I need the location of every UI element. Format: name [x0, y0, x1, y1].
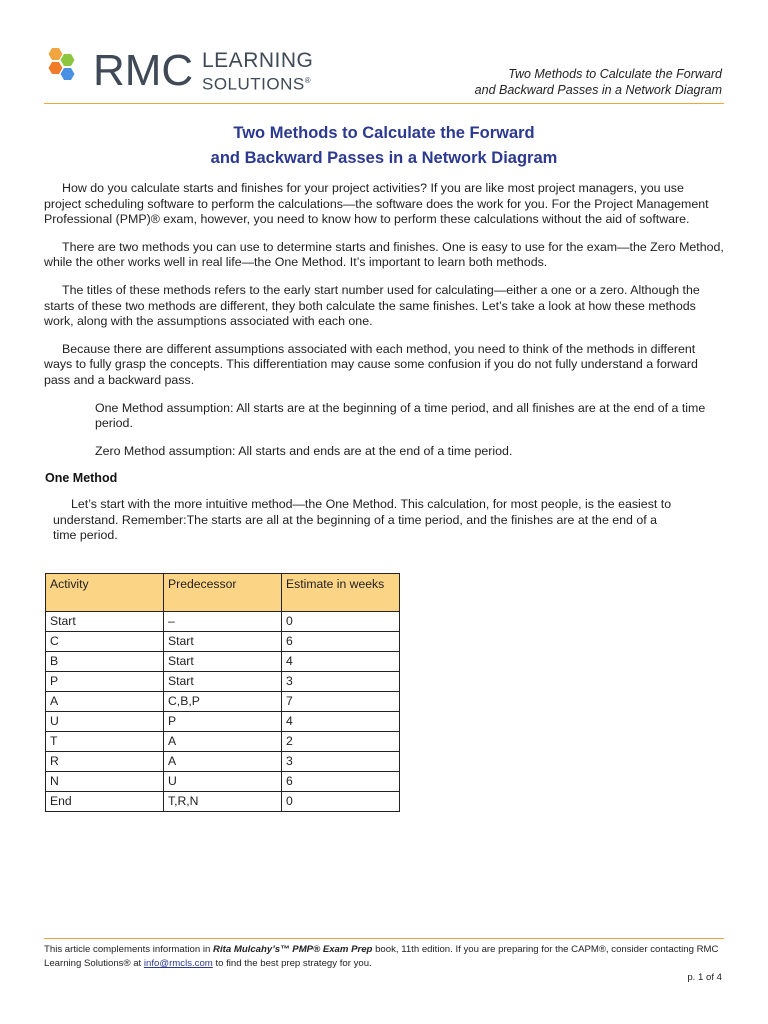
table-row: [46, 692, 400, 712]
table-row: [46, 652, 400, 672]
table-cell: A: [164, 752, 282, 772]
table-cell: 0: [282, 612, 400, 632]
page-number: p. 1 of 4: [687, 972, 722, 983]
table-cell: 6: [282, 772, 400, 792]
table-cell: T,R,N: [164, 792, 282, 812]
brand-solutions: SOLUTIONS®: [202, 74, 312, 94]
table-cell: 6: [282, 632, 400, 652]
table-cell: N: [46, 772, 164, 792]
table-cell: 3: [282, 672, 400, 692]
footer-note: This article complements information in Rita Mulcahy’s™ PMP® Exam Prep book, 11th edition. If you are preparing for the CAPM®, consider contacting RMC Learning Solutions® at info@rmcls.com to find the best prep strategy for you.: [44, 944, 719, 969]
table-row: [46, 612, 400, 632]
rmc-logo: [44, 46, 344, 96]
table-cell: 4: [282, 712, 400, 732]
table-row: [46, 632, 400, 652]
section-paragraph: Let’s start with the more intuitive method—the One Method. This calculation, for most people, is the easiest to understand. Remember:The starts are all at the beginning of a time period, and the finishes are at the end of a time period.: [53, 496, 672, 543]
document-title: Two Methods to Calculate the Forward and Backward Passes in a Network Diagram: [210, 124, 558, 167]
one-method-assumption: One Method assumption: All starts are at the beginning of a time period, and all finishes are at the end of a time period.: [95, 400, 706, 431]
body-paragraph: Because there are different assumptions associated with each method, you need to think of the methods in different ways to fully grasp the concepts. This differentiation may cause some confusion if you do not fully understand a forward pass and a backward pass.: [44, 341, 698, 387]
section-heading: One Method: [45, 471, 118, 486]
footer-divider: [44, 938, 724, 939]
table-cell: 7: [282, 692, 400, 712]
table-cell: 3: [282, 752, 400, 772]
column-header: Activity: [46, 574, 164, 612]
brand-rmc: RMC: [93, 46, 194, 95]
body-paragraph: The titles of these methods refers to the early start number used for calculating—either a one or a zero. Although the starts of these two methods are different, they both calculate the same finishes. Let’s take a look at how these methods work, along with the assumptions associated with each one.: [44, 282, 700, 329]
logo-hexagons-icon: [44, 46, 88, 90]
table-cell: Start: [46, 612, 164, 632]
table-cell: U: [46, 712, 164, 732]
table-cell: 4: [282, 652, 400, 672]
activity-table: [45, 573, 400, 812]
table-cell: B: [46, 652, 164, 672]
email-link[interactable]: info@rmcls.com: [143, 958, 213, 969]
table-cell: A: [164, 732, 282, 752]
zero-method-assumption: Zero Method assumption: All starts and ends are at the end of a time period.: [95, 443, 513, 458]
body-paragraph: There are two methods you can use to determine starts and finishes. One is easy to use for the exam—the Zero Method, while the other works well in real life—the One Method. It’s important to learn both methods.: [44, 239, 724, 270]
table-cell: C: [46, 632, 164, 652]
table-cell: End: [46, 792, 164, 812]
table-cell: C,B,P: [164, 692, 282, 712]
table-row: [46, 732, 400, 752]
table-cell: Start: [164, 652, 282, 672]
table-row: [46, 772, 400, 792]
table-row: [46, 752, 400, 772]
header-divider: [44, 103, 724, 104]
brand-learning: LEARNING: [202, 49, 314, 72]
table-row: [46, 672, 400, 692]
table-cell: Start: [164, 632, 282, 652]
running-header-title: Two Methods to Calculate the Forward and Backward Passes in a Network Diagram: [474, 67, 722, 97]
table-cell: P: [164, 712, 282, 732]
table-cell: P: [46, 672, 164, 692]
table-cell: A: [46, 692, 164, 712]
table-header-row: [46, 574, 400, 612]
table-row: [46, 792, 400, 812]
table-cell: 0: [282, 792, 400, 812]
document-body: [44, 181, 724, 556]
book-title: Rita Mulcahy’s™ PMP® Exam Prep: [213, 944, 373, 955]
table-cell: Start: [164, 672, 282, 692]
column-header: Predecessor: [164, 574, 282, 612]
column-header: Estimate in weeks: [282, 574, 400, 612]
table-cell: R: [46, 752, 164, 772]
table-cell: U: [164, 772, 282, 792]
table-cell: T: [46, 732, 164, 752]
table-cell: 2: [282, 732, 400, 752]
table-cell: –: [164, 612, 282, 632]
body-paragraph: How do you calculate starts and finishes for your project activities? If you are like most project managers, you use project scheduling software to perform the calculations—the software does the work for you. For the Project Management Professional (PMP)® exam, however, you need to know how to perform these calculations without the aid of software.: [44, 181, 709, 227]
table-row: [46, 712, 400, 732]
